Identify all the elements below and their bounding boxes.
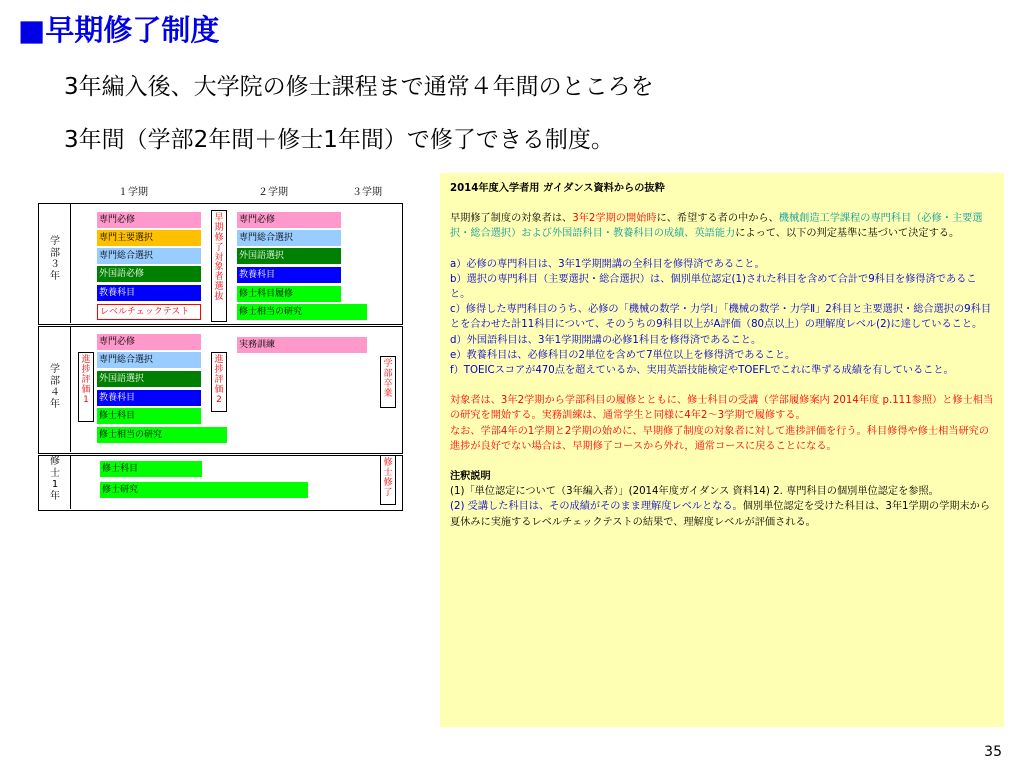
page-number: 35 (984, 744, 1002, 760)
master-course-box: 修士科目 (100, 461, 202, 477)
y3t2-box: 専門総合選択 (237, 230, 341, 246)
footnote-1: (1)「単位認定について（3年編入者）」(2014年度ガイダンス 資料14) 2. 専門科目の個別単位認定を参照。 (450, 486, 939, 498)
y3t2-box: 専門必修 (237, 212, 341, 228)
criterion-d: d）外国語科目は、3年1学期開講の必修1科目を修得済であること。 (450, 334, 762, 346)
y3t1-box: 外国語必修 (97, 266, 201, 282)
criterion-a: a）必修の専門科目は、3年1学期開講の全科目を修得済であること。 (450, 258, 765, 270)
y3t2-box: 修士相当の研究 (237, 304, 367, 320)
early-select-marker: 早期修了対象者選抜 (211, 210, 227, 322)
master-completion: 修士修了 (380, 455, 396, 505)
progress-eval-2: 進捗評価2 (211, 352, 227, 412)
footnote-title: 注釈説明 (450, 471, 491, 483)
y4t1-box: 修士相当の研究 (97, 427, 227, 443)
undergrad-graduation: 学部卒業 (380, 356, 396, 408)
row-label-year3: 学部３年 (50, 236, 60, 282)
y4t1-box: 教養科目 (97, 390, 201, 406)
y3t1-box: 専門主要選択 (97, 230, 201, 246)
criterion-f: f）TOEICスコアが470点を超えているか、実用英語技能検定やTOEFLでこれに準ずる成績を有していること。 (450, 365, 954, 377)
criterion-e: e）教養科目は、必修科目の2単位を含めて7単位以上を修得済であること。 (450, 349, 796, 361)
row-label-year4: 学部４年 (50, 364, 60, 410)
slide-title: ■早期修了制度 (18, 13, 220, 47)
y3t2-box: 外国語選択 (237, 248, 341, 264)
footnote-2: (2) 受講した科目は、その成績がそのまま理解度レベルとなる。個別単位認定を受けた科目は、3年1学期の学期末から夏休みに実施するレベルチェックテストの結果で、理解度レベルが評価される。 (450, 501, 991, 528)
y4t1-box: 専門総合選択 (97, 352, 201, 368)
subtitle-line-2: 3年間（学部2年間＋修士1年間）で修了できる制度。 (64, 127, 614, 153)
y4t1-box: 外国語選択 (97, 371, 201, 387)
progress-eval-1: 進捗評価1 (78, 352, 94, 422)
notes-intro: 早期修了制度の対象者は、3年2学期の開始時に、希望する者の中から、機械創造工学課程の専門科目（必修・主要選択・総合選択）および外国語科目・教養科目の成績、英語能力によって、以下の判定基準に基づいて決定する。 (450, 213, 983, 240)
y3t2-box: 教養科目 (237, 267, 341, 283)
notes-remark-2: なお、学部4年の1学期と2学期の始めに、早期修了制度の対象者に対して進捗評価を行う。科目修得や修士相当研究の進捗が良好でない場合は、早期修了コースから外れ，通常コースに戻ることになる。 (450, 425, 990, 452)
row-label-master1: 修士1年 (50, 456, 60, 502)
level-check-test: レベルチェックテスト (97, 304, 201, 320)
col-header-term2: ２学期 (258, 187, 288, 198)
criterion-c: c）修得した専門科目のうち、必修の「機械の数学・力学Ⅰ」「機械の数学・力学Ⅱ」2科目と主要選択・総合選択の9科目とを合わせた計11科目について、そのうちの9科目以上がA評価（80点以上）の理解度レベル(2)に達していること。 (450, 304, 992, 331)
y3t2-box: 修士科目履修 (237, 286, 341, 302)
practical-training: 実務訓練 (237, 337, 367, 353)
notes-heading: 2014年度入学者用 ガイダンス資料からの抜粋 (450, 183, 665, 194)
notes-remark-1: 対象者は、3年2学期から学部科目の履修とともに、修士科目の受講（学部履修案内 2014年度 p.111参照）と修士相当の研究を開始する。実務訓練は、通常学生と同様に4年2～3学期で履修する。 (450, 395, 994, 422)
guidance-notes-panel (440, 173, 1004, 727)
col-header-term3: ３学期 (352, 187, 382, 198)
y3t1-box: 専門必修 (97, 212, 201, 228)
subtitle-line-1: 3年編入後、大学院の修士課程まで通常４年間のところを (64, 74, 654, 100)
criterion-b: b）選択の専門科目（主要選択・総合選択）は、個別単位認定(1)された科目を含めて合計で9科目を修得済であること。 (450, 273, 977, 301)
y4t1-box: 専門必修 (97, 334, 201, 350)
master-research-box: 修士研究 (100, 482, 308, 498)
y4t1-box: 修士科目 (97, 408, 201, 424)
y3t1-box: 専門総合選択 (97, 248, 201, 264)
y3t1-box: 教養科目 (97, 285, 201, 301)
col-header-term1: １学期 (118, 187, 148, 198)
